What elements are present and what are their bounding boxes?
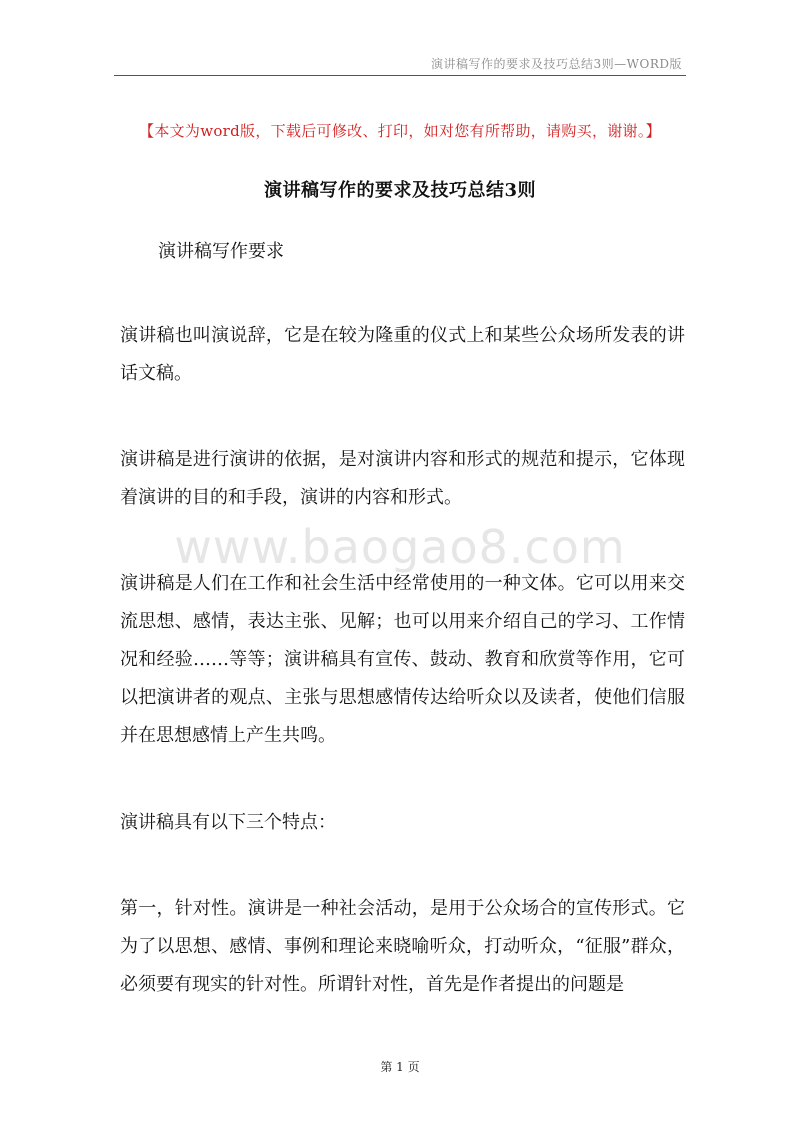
document-title: 演讲稿写作的要求及技巧总结3则 (263, 180, 537, 201)
header-divider (114, 75, 686, 76)
paragraph-definition: 演讲稿也叫演说辞，它是在较为隆重的仪式上和某些公众场所发表的讲话文稿。 (120, 325, 685, 384)
paragraph-features-intro: 演讲稿具有以下三个特点： (120, 812, 336, 833)
purchase-notice: 【本文为word版，下载后可修改、打印，如对您有所帮助，请购买，谢谢。】 (139, 122, 661, 140)
paragraph-usage: 演讲稿是人们在工作和社会生活中经常使用的一种文体。它可以用来交流思想、感情，表达主张、见解；也可以用来介绍自己的学习、工作情况和经验……等等；演讲稿具有宣传、鼓动、教育和欣赏等作用，它可以把演讲者的观点、主张与思想感情传达给听众以及读者，使他们信服并在思想感情上产生共鸣。 (120, 573, 685, 746)
paragraph-feature-one: 第一，针对性。演讲是一种社会活动，是用于公众场合的宣传形式。它为了以思想、感情、事例和理论来晓喻听众，打动听众，“征服”群众，必须要有现实的针对性。所谓针对性，首先是作者提出的问题是 (120, 898, 685, 995)
running-header: 演讲稿写作的要求及技巧总结3则—WORD版 (431, 57, 682, 71)
section-subheading: 演讲稿写作要求 (158, 241, 284, 262)
paragraph-basis: 演讲稿是进行演讲的依据，是对演讲内容和形式的规范和提示，它体现着演讲的目的和手段，演讲的内容和形式。 (120, 449, 685, 508)
site-watermark: www.baogao8.com (174, 520, 626, 574)
page-number: 第 1 页 (380, 1060, 420, 1074)
